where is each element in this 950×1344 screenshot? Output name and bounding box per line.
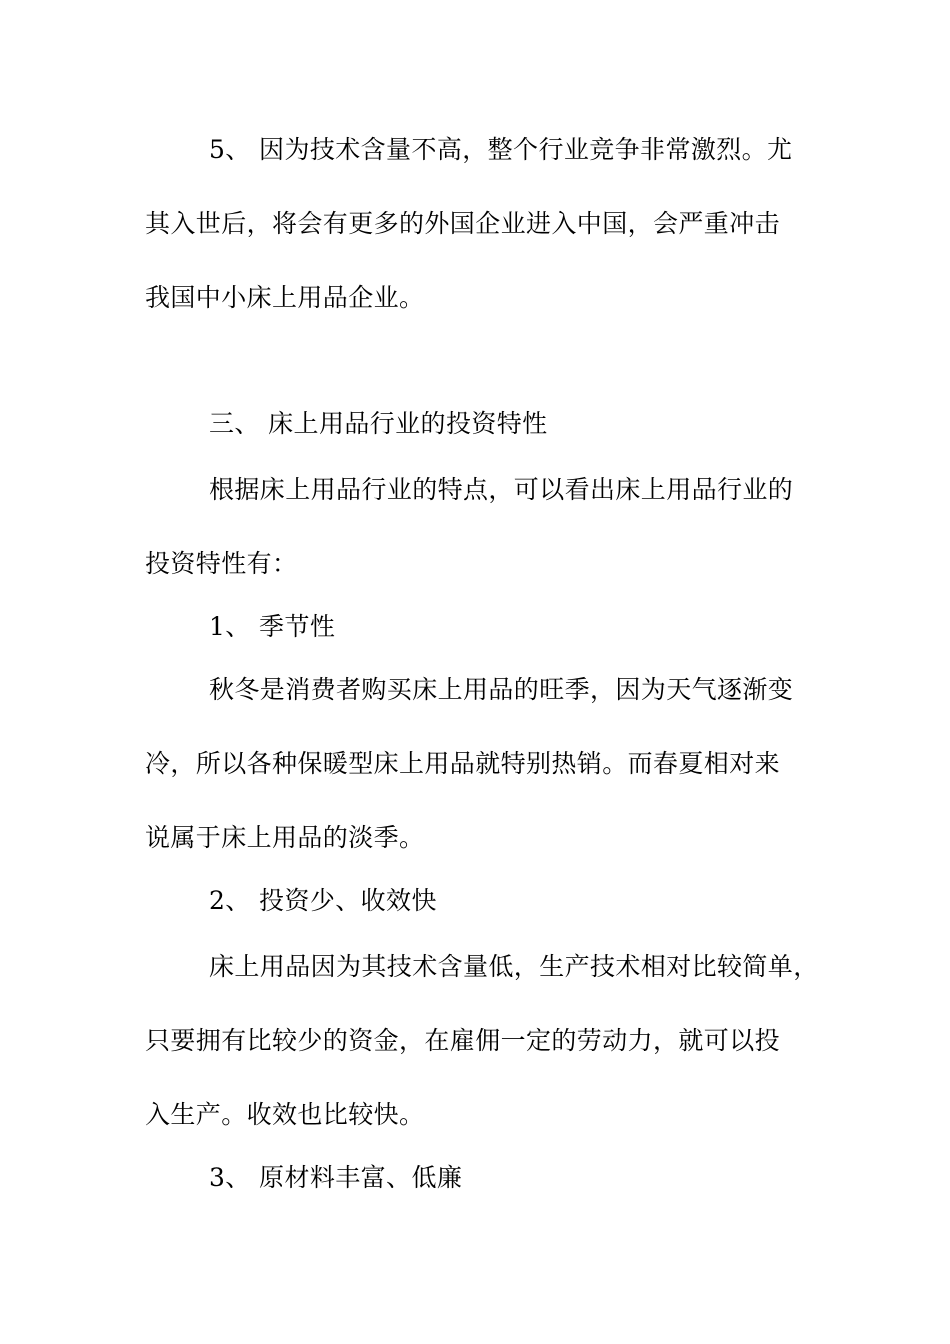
subheading-low-investment: 2、 投资少、收效快 <box>209 886 437 915</box>
subheading-raw-materials: 3、 原材料丰富、低廉 <box>209 1163 463 1192</box>
seasonality-paragraph-line-2: 冷，所以各种保暖型床上用品就特别热销。而春夏相对来 <box>145 749 781 778</box>
investment-paragraph-line-1: 床上用品因为其技术含量低，生产技术相对比较简单， <box>209 952 819 981</box>
section-heading-investment-characteristics: 三、 床上用品行业的投资特性 <box>209 409 548 438</box>
intro-paragraph-line-2: 投资特性有： <box>145 549 298 578</box>
subheading-seasonality: 1、 季节性 <box>209 612 336 641</box>
paragraph-point-5-line-2: 其入世后，将会有更多的外国企业进入中国，会严重冲击 <box>145 209 781 238</box>
paragraph-point-5-line-1: 5、 因为技术含量不高，整个行业竞争非常激烈。尤 <box>209 135 793 164</box>
intro-paragraph-line-1: 根据床上用品行业的特点，可以看出床上用品行业的 <box>209 475 794 504</box>
seasonality-paragraph-line-3: 说属于床上用品的淡季。 <box>145 823 425 852</box>
investment-paragraph-line-3: 入生产。收效也比较快。 <box>145 1100 425 1129</box>
seasonality-paragraph-line-1: 秋冬是消费者购买床上用品的旺季，因为天气逐渐变 <box>209 675 794 704</box>
investment-paragraph-line-2: 只要拥有比较少的资金，在雇佣一定的劳动力，就可以投 <box>145 1026 781 1055</box>
paragraph-point-5-line-3: 我国中小床上用品企业。 <box>145 283 425 312</box>
